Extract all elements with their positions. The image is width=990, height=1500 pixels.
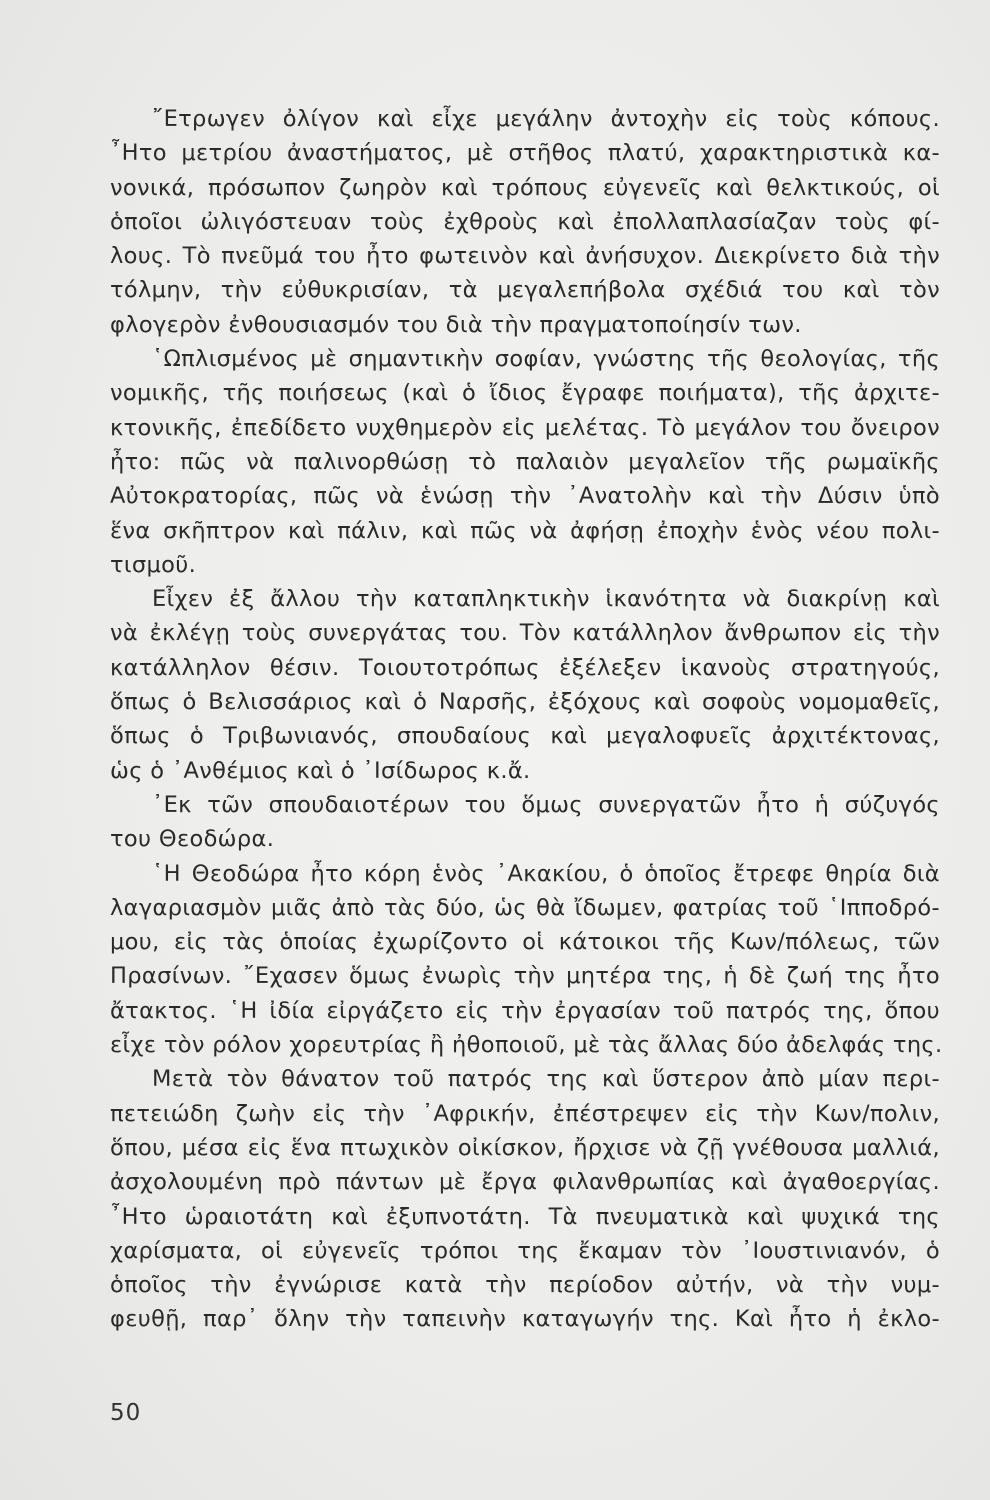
text-line: ῏Ητο ὡραιοτάτη καὶ ἐξυπνοτάτη. Τὰ πνευματικὰ καὶ ψυχικά της	[110, 1203, 940, 1230]
text-line: ὅπως ὁ Τριβωνιανός, σπουδαίους καὶ μεγαλοφυεῖς ἀρχιτέκτονας,	[110, 723, 940, 750]
text-line: τόλμην, τὴν εὐθυκρισίαν, τὰ μεγαλεπήβολα σχέδιά του καὶ τὸν	[110, 277, 940, 304]
text-line: εἶχε τὸν ρόλον χορευτρίας ἢ ἠθοποιοῦ, μὲ τὰς ἄλλας δύο ἀδελφάς της.	[110, 1032, 943, 1059]
text-line: Μετὰ τὸν θάνατον τοῦ πατρός της καὶ ὕστερον ἀπὸ μίαν περι-	[152, 1066, 940, 1093]
text-line: τισμοῦ.	[110, 551, 197, 578]
text-line: Πρασίνων. ῎Εχασεν ὅμως ἐνωρὶς τὴν μητέρα της, ἡ δὲ ζωή της ἦτο	[110, 963, 940, 990]
text-line: ᾿Εκ τῶν σπουδαιοτέρων του ὅμως συνεργατῶν ἦτο ἡ σύζυγός	[152, 791, 940, 818]
page-number: 50	[110, 1400, 142, 1426]
text-line: ἄτακτος. ῾Η ἰδία εἰργάζετο εἰς τὴν ἐργασίαν τοῦ πατρός της, ὅπου	[110, 997, 940, 1024]
text-line: του Θεοδώρα.	[110, 826, 275, 853]
paragraph	[110, 342, 940, 582]
text-line: ῏Ητο μετρίου ἀναστήματος, μὲ στῆθος πλατύ, χαρακτηριστικὰ κα-	[110, 140, 940, 167]
text-line: πετειώδη ζωὴν εἰς τὴν ᾿Αφρικήν, ἐπέστρεψεν εἰς τὴν Κων/πολιν,	[110, 1100, 940, 1127]
text-line: ὡς ὁ ᾿Ανθέμιος καὶ ὁ ᾿Ισίδωρος κ.ἄ.	[110, 757, 531, 784]
text-line: ἀσχολουμένη πρὸ πάντων μὲ ἔργα φιλανθρωπίας καὶ ἀγαθοεργίας.	[110, 1169, 940, 1196]
text-line: νὰ ἐκλέγῃ τοὺς συνεργάτας του. Τὸν κατάλληλον ἄνθρωπον εἰς τὴν	[110, 620, 940, 647]
text-line: ὅπου, μέσα εἰς ἕνα πτωχικὸν οἰκίσκον, ἤρχισε νὰ ζῇ γνέθουσα μαλλιά,	[110, 1134, 940, 1161]
text-line: φλογερὸν ἐνθουσιασμόν του διὰ τὴν πραγματοποίησίν των.	[110, 311, 802, 338]
text-line: χαρίσματα, οἱ εὐγενεῖς τρόποι της ἔκαμαν τὸν ᾿Ιουστινιανόν, ὁ	[110, 1237, 940, 1264]
text-line: κατάλληλον θέσιν. Τοιουτοτρόπως ἐξέλεξεν ἱκανοὺς στρατηγούς,	[110, 654, 940, 681]
text-line: ὁποῖος τὴν ἐγνώρισε κατὰ τὴν περίοδον αὐτήν, νὰ τὴν νυμ-	[110, 1272, 940, 1299]
text-line: φευθῇ, παρ᾿ ὅλην τὴν ταπεινὴν καταγωγήν της. Καὶ ἦτο ἡ ἐκλο-	[110, 1306, 940, 1333]
text-line: μου, εἰς τὰς ὁποίας ἐχωρίζοντο οἱ κάτοικοι τῆς Κων/πόλεως, τῶν	[110, 929, 940, 956]
paragraph	[110, 788, 940, 857]
paragraph	[110, 857, 943, 1063]
text-line: ἕνα σκῆπτρον καὶ πάλιν, καὶ πῶς νὰ ἀφήσῃ ἐποχὴν ἑνὸς νέου πολι-	[110, 517, 940, 544]
text-line: λους. Τὸ πνεῦμά του ἦτο φωτεινὸν καὶ ἀνήσυχον. Διεκρίνετο διὰ τὴν	[110, 243, 940, 270]
text-line: νομικῆς, τῆς ποιήσεως (καὶ ὁ ἴδιος ἔγραφε ποιήματα), τῆς ἀρχιτε-	[110, 380, 940, 407]
text-line: Αὐτοκρατορίας, πῶς νὰ ἑνώσῃ τὴν ᾿Ανατολὴν καὶ τὴν Δύσιν ὑπὸ	[110, 483, 940, 510]
text-line: Εἶχεν ἐξ ἄλλου τὴν καταπληκτικὴν ἱκανότητα νὰ διακρίνῃ καὶ	[152, 586, 940, 613]
body-text	[110, 102, 943, 1337]
text-line: ῾Η Θεοδώρα ἦτο κόρη ἑνὸς ᾿Ακακίου, ὁ ὁποῖος ἔτρεφε θηρία διὰ	[152, 860, 940, 887]
text-line: ἦτο: πῶς νὰ παλινορθώσῃ τὸ παλαιὸν μεγαλεῖον τῆς ρωμαϊκῆς	[110, 448, 940, 475]
paragraph	[110, 102, 940, 342]
text-line: νονικά, πρόσωπον ζωηρὸν καὶ τρόπους εὐγενεῖς καὶ θελκτικούς, οἱ	[110, 174, 940, 201]
text-line: κτονικῆς, ἐπεδίδετο νυχθημερὸν εἰς μελέτας. Τὸ μεγάλον του ὄνειρον	[110, 414, 940, 441]
text-line: λαγαριασμὸν μιᾶς ἀπὸ τὰς δύο, ὡς θὰ ἴδωμεν, φατρίας τοῦ ῾Ιπποδρό-	[110, 894, 940, 921]
text-line: ῎Ετρωγεν ὀλίγον καὶ εἶχε μεγάλην ἀντοχὴν εἰς τοὺς κόπους.	[152, 106, 940, 132]
text-line: ὅπως ὁ Βελισσάριος καὶ ὁ Ναρσῆς, ἐξόχους καὶ σοφοὺς νομομαθεῖς,	[110, 689, 940, 716]
text-line: ῾Ωπλισμένος μὲ σημαντικὴν σοφίαν, γνώστης τῆς θεολογίας, τῆς	[152, 346, 940, 373]
paragraph	[110, 582, 940, 788]
text-line: ὁποῖοι ὠλιγόστευαν τοὺς ἐχθροὺς καὶ ἐπολλαπλασίαζαν τοὺς φί-	[110, 208, 940, 235]
paragraph	[110, 1062, 940, 1336]
